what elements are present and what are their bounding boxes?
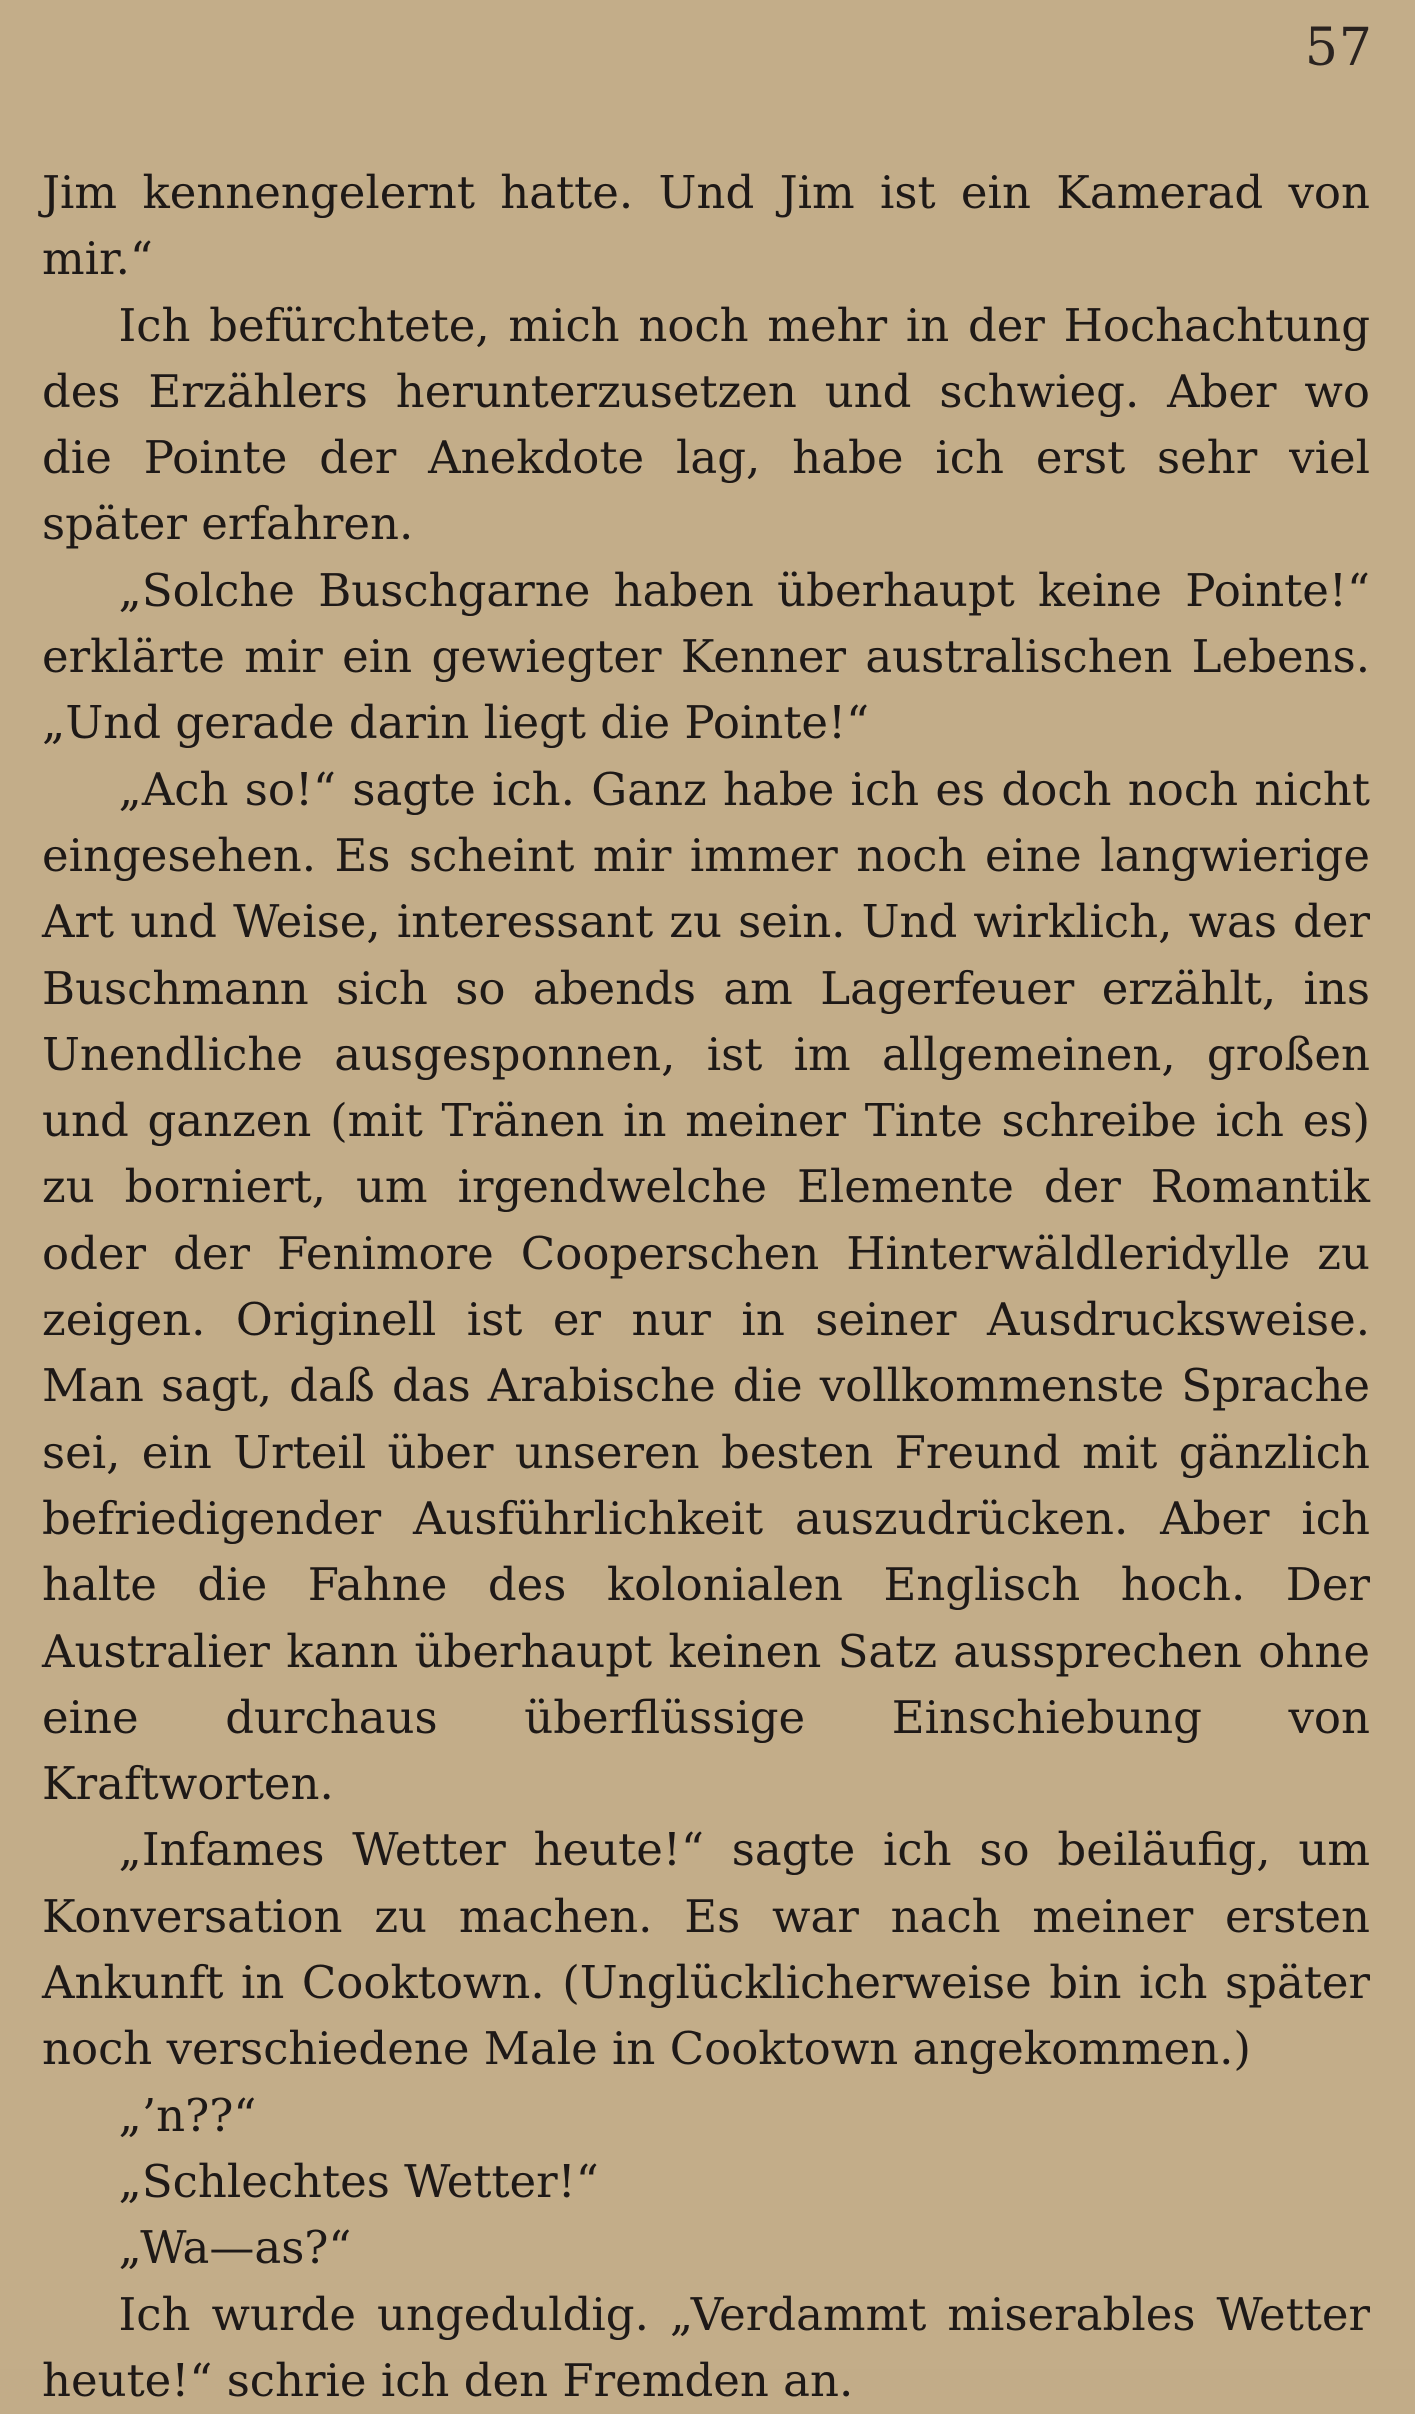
paragraph: „Schlechtes Wetter!“ — [42, 2149, 1370, 2215]
paragraph: „’n??“ — [42, 2083, 1370, 2149]
body-text — [42, 160, 1370, 2414]
paragraph: „Infames Wetter heute!“ sagte ich so beiläufig, um Konversation zu machen. Es war nach meiner ersten Ankunft in Cooktown. (Unglücklicherweise bin ich später noch verschiedene Male in Cooktown angekommen.) — [42, 1817, 1370, 2082]
paragraph: Jim kennengelernt hatte. Und Jim ist ein Kamerad von mir.“ — [42, 160, 1370, 293]
paragraph: Ich befürchtete, mich noch mehr in der Hochachtung des Erzählers herunterzusetzen und schwieg. Aber wo die Pointe der Anekdote lag, habe ich erst sehr viel später erfahren. — [42, 293, 1370, 558]
paragraph: „Wa—as?“ — [42, 2215, 1370, 2281]
paragraph: Ich wurde ungeduldig. „Verdammt miserables Wetter heute!“ schrie ich den Fremden an. — [42, 2282, 1370, 2414]
paragraph: „Solche Buschgarne haben überhaupt keine Pointe!“ erklärte mir ein gewiegter Kenner australischen Lebens. „Und gerade darin liegt die Pointe!“ — [42, 558, 1370, 757]
paragraph: „Ach so!“ sagte ich. Ganz habe ich es doch noch nicht eingesehen. Es scheint mir immer noch eine langwierige Art und Weise, interessant zu sein. Und wirklich, was der Buschmann sich so abends am Lagerfeuer erzählt, ins Unendliche ausgesponnen, ist im allgemeinen, großen und ganzen (mit Tränen in meiner Tinte schreibe ich es) zu borniert, um irgendwelche Elemente der Romantik oder der Fenimore Cooperschen Hinterwäldleridylle zu zeigen. Originell ist er nur in seiner Ausdrucksweise. Man sagt, daß das Arabische die vollkommenste Sprache sei, ein Urteil über unseren besten Freund mit gänzlich befriedigender Ausführlichkeit auszudrücken. Aber ich halte die Fahne des kolonialen Englisch hoch. Der Australier kann überhaupt keinen Satz aussprechen ohne eine durchaus überflüssige Einschiebung von Kraftworten. — [42, 757, 1370, 1818]
page-number: 57 — [1305, 18, 1373, 78]
